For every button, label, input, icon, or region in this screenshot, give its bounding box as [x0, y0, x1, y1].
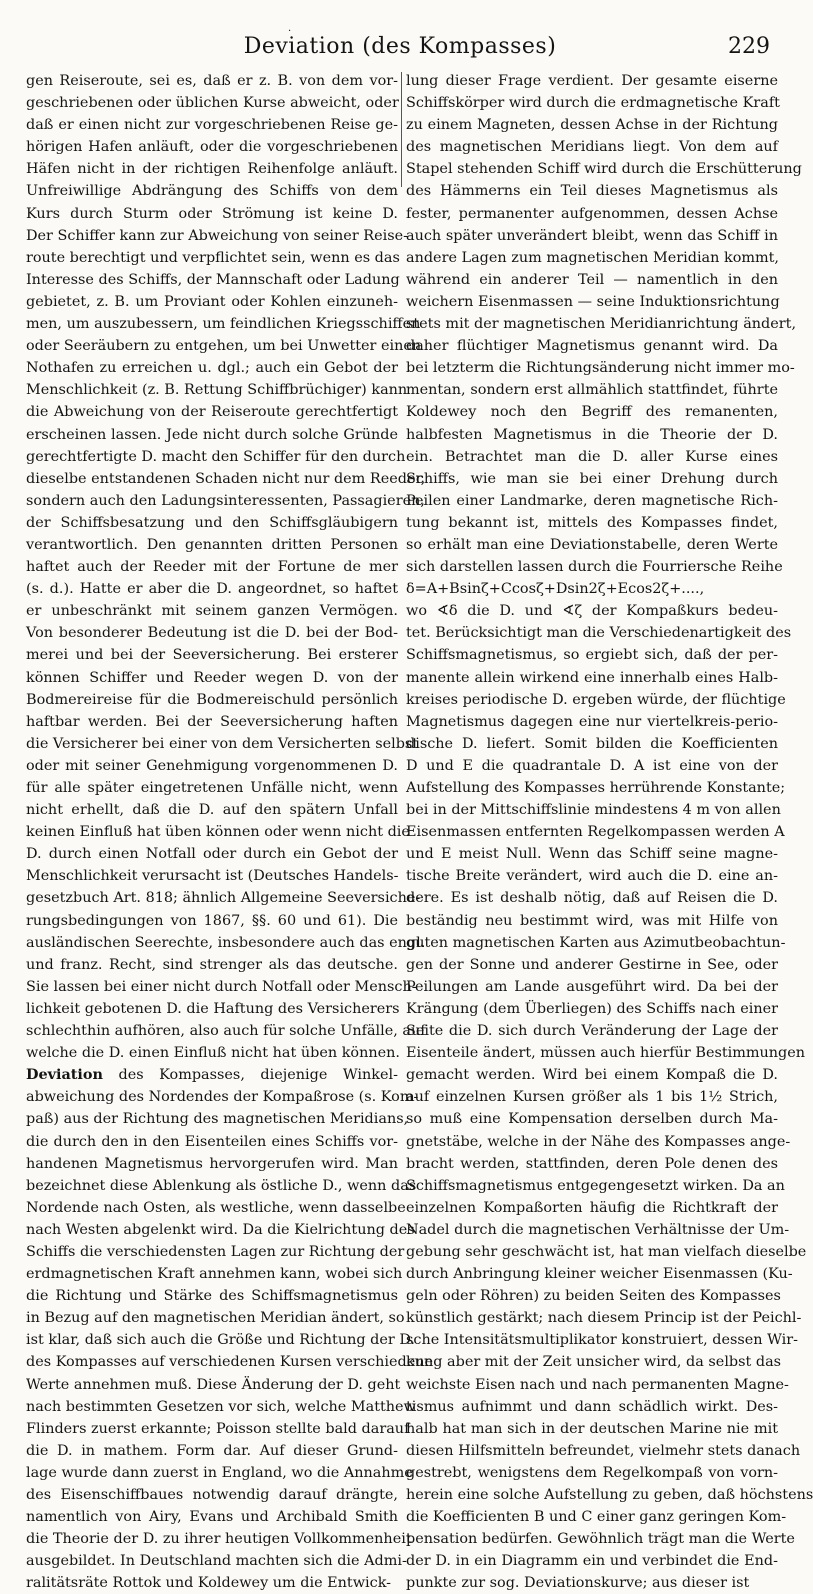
right-column-line: Eisenteile ändert, müssen auch hierfür Bestimmungen	[406, 1045, 806, 1062]
right-column-line: bei letzterm die Richtungsänderung nicht immer mo-	[406, 360, 795, 377]
left-column-line: merei und bei der Seeversicherung. Bei ersterer	[26, 647, 398, 664]
right-column-line: des Hämmerns ein Teil dieses Magnetismus als	[406, 183, 778, 200]
left-column-line: ausgebildet. In Deutschland machten sich die Admi-	[26, 1553, 407, 1570]
right-column-line: Seite die D. sich durch Veränderung der Lage der	[406, 1023, 778, 1040]
page-header	[26, 28, 774, 68]
left-column-line: ralitätsräte Rottok und Koldewey um die Entwick-	[26, 1575, 392, 1592]
left-column-line: haftet auch der Reeder mit der Fortune de mer	[26, 559, 398, 576]
headword: Deviation	[26, 1066, 103, 1084]
left-column-line: der Schiffsbesatzung und den Schiffsgläubigern	[26, 514, 398, 531]
right-column-line: andere Lagen zum magnetischen Meridian kommt,	[406, 249, 780, 266]
left-column-line: nach bestimmten Gesetzen vor sich, welche Matthew	[26, 1398, 416, 1415]
right-column-line: sich darstellen lassen durch die Fourriersche Reihe	[406, 559, 783, 576]
right-column-line: stets mit der magnetischen Meridianrichtung ändert,	[406, 316, 797, 333]
left-column-line: gesetzbuch Art. 818; ähnlich Allgemeine Seeversiche-	[26, 890, 421, 907]
right-column-line: einzelnen Kompaßorten häufig die Richtkraft der	[406, 1199, 778, 1216]
right-column-line: Magnetismus dagegen eine nur viertelkreis-perio-	[406, 713, 778, 730]
left-column	[26, 70, 434, 1592]
left-column-line: ausländischen Seerechte, insbesondere auch das engl.	[26, 934, 426, 951]
right-column-line: Peilen einer Landmarke, deren magnetische Rich-	[406, 492, 778, 509]
left-column-line: Der Schiffer kann zur Abweichung von seiner Reise-	[26, 227, 408, 244]
right-column-line: Peilungen am Lande ausgeführt wird. Da bei der	[406, 978, 778, 995]
right-column-line: auf einzelnen Kursen größer als 1 bis 1½ Strich,	[406, 1089, 778, 1106]
left-column-line: Schiffs die verschiedensten Lagen zur Richtung der	[26, 1243, 405, 1260]
left-column-line: namentlich von Airy, Evans und Archibald Smith	[26, 1509, 398, 1526]
right-column-line: Schiffskörper wird durch die erdmagnetische Kraft	[406, 95, 780, 112]
left-column-line: Nothafen zu erreichen u. dgl.; auch ein Gebot der	[26, 360, 398, 377]
left-column-line: die Theorie der D. zu ihrer heutigen Vollkommenheit	[26, 1531, 412, 1548]
left-column-line: erdmagnetischen Kraft annehmen kann, wobei sich	[26, 1266, 403, 1283]
left-column-line: oder mit seiner Genehmigung vorgenommenen D.	[26, 757, 398, 774]
right-column-line: der D. in ein Diagramm ein und verbindet die End-	[406, 1553, 778, 1570]
right-column-line: herein eine solche Aufstellung zu geben, daß höchstens	[406, 1487, 813, 1503]
left-column-line: keinen Einfluß hat üben können oder wenn nicht die	[26, 824, 410, 841]
right-column-line: fester, permanenter aufgenommen, dessen Achse	[406, 205, 778, 222]
right-column-line: tet. Berücksichtigt man die Verschiedenartigkeit des	[406, 625, 792, 642]
left-column-line: haftbar werden. Bei der Seeversicherung haften	[26, 713, 398, 730]
left-column-line: oder Seeräubern zu entgehen, um bei Unwetter einen	[26, 338, 422, 355]
left-column-line: gerechtfertigte D. macht den Schiffer für den durch	[26, 448, 406, 465]
right-column-line: gemacht werden. Wird bei einem Kompaß die D.	[406, 1067, 778, 1084]
left-column-line: bezeichnet diese Ablenkung als östliche D., wenn das	[26, 1177, 417, 1194]
right-column-line: geln oder Röhren) zu beiden Seiten des Kompasses	[406, 1288, 781, 1305]
right-column-line: D und E die quadrantale D. A ist eine von der	[406, 757, 778, 774]
page-number: 229	[728, 34, 770, 59]
right-column-line: halbfesten Magnetismus in die Theorie der D.	[406, 426, 778, 443]
left-column-line: nicht erhellt, daß die D. auf den spätern Unfall	[26, 802, 398, 819]
right-column-line: pensation bedürfen. Gewöhnlich trägt man die Werte	[406, 1531, 795, 1548]
left-column-line: Menschlichkeit (z. B. Rettung Schiffbrüchiger) kann	[26, 382, 408, 399]
running-title: Deviation (des Kompasses)	[243, 34, 557, 59]
left-column-line: Werte annehmen muß. Diese Änderung der D. geht	[26, 1376, 401, 1393]
right-column-line: dische D. liefert. Somit bilden die Koefficienten	[406, 735, 778, 752]
left-column-line: D. durch einen Notfall oder durch ein Gebot der	[26, 846, 398, 863]
right-column-line: Schiffsmagnetismus entgegengesetzt wirken. Da an	[406, 1177, 785, 1194]
right-column-line: durch Anbringung kleiner weicher Eisenmassen (Ku-	[406, 1266, 793, 1283]
column-divider	[401, 72, 402, 187]
left-column-line: Bodmereireise für die Bodmereischuld persönlich	[26, 691, 398, 708]
left-column-line: die Versicherer bei einer von dem Versicherten selbst	[26, 735, 419, 752]
right-column-line: δ=A+Bsinζ+Ccosζ+Dsin2ζ+Ecos2ζ+....,	[406, 581, 705, 598]
left-column-line: Kurs durch Sturm oder Strömung ist keine D.	[26, 205, 398, 222]
top-mark: ·	[288, 26, 292, 37]
left-column-line: paß) aus der Richtung des magnetischen Meridians,	[26, 1111, 409, 1128]
right-column-line: Stapel stehenden Schiff wird durch die Erschütterung	[406, 161, 802, 178]
left-column-line: lichkeit gebotenen D. die Haftung des Versicherers	[26, 1000, 400, 1017]
left-column-line: Unfreiwillige Abdrängung des Schiffs von dem	[26, 183, 398, 200]
left-column-line: welche die D. einen Einfluß nicht hat üben können.	[26, 1045, 400, 1062]
right-column-line: ein. Betrachtet man die D. aller Kurse eines	[406, 448, 778, 465]
right-column-line: zu einem Magneten, dessen Achse in der Richtung	[406, 117, 778, 134]
right-column-line: bracht werden, stattfinden, deren Pole denen des	[406, 1155, 778, 1172]
right-column-line: guten magnetischen Karten aus Azimutbeobachtun-	[406, 934, 786, 951]
left-column-line: Interesse des Schiffs, der Mannschaft oder Ladung	[26, 271, 400, 288]
right-column-line: gen der Sonne und anderer Gestirne in See, oder	[406, 956, 778, 973]
left-column-line: rungsbedingungen von 1867, §§. 60 und 61). Die	[26, 912, 398, 929]
left-column-line: Flinders zuerst erkannte; Poisson stellte bald darauf	[26, 1420, 410, 1437]
left-column-line: die Abweichung von der Reiseroute gerechtfertigt	[26, 404, 398, 421]
left-column-line: geschriebenen oder üblichen Kurse abweicht, oder	[26, 95, 399, 112]
right-column-line: gnetstäbe, welche in der Nähe des Kompasses ange-	[406, 1133, 791, 1150]
right-column-line: sche Intensitätsmultiplikator konstruiert, dessen Wir-	[406, 1332, 798, 1349]
left-column-line: des Kompasses auf verschiedenen Kursen verschiedene	[26, 1354, 434, 1371]
left-column-line: lage wurde dann zuerst in England, wo die Annahme	[26, 1464, 413, 1481]
left-column-line: (s. d.). Hatte er aber die D. angeordnet, so haftet	[26, 581, 398, 598]
left-column-line: und franz. Recht, sind strenger als das deutsche.	[26, 956, 398, 973]
right-column-line: diesen Hilfsmitteln befreundet, vielmehr stets danach	[406, 1442, 801, 1459]
right-column-line: tische Breite verändert, wird auch die D. eine an-	[406, 868, 778, 885]
right-column-line: Aufstellung des Kompasses herrührende Konstante;	[406, 780, 786, 796]
right-column-line: tismus aufnimmt und dann schädlich wirkt. Des-	[406, 1398, 778, 1415]
left-column-line: Häfen nicht in der richtigen Reihenfolge anläuft.	[26, 161, 398, 178]
text-columns	[26, 70, 813, 1592]
left-column-line: des Eisenschiffbaues notwendig darauf drängte,	[26, 1487, 398, 1503]
right-column-line: gestrebt, wenigstens dem Regelkompaß von vorn-	[406, 1464, 778, 1481]
right-column-line: und E meist Null. Wenn das Schiff seine magne-	[406, 846, 778, 863]
left-column-line: handenen Magnetismus hervorgerufen wird. Man	[26, 1155, 398, 1172]
left-column-line: er unbeschränkt mit seinem ganzen Vermögen.	[26, 603, 398, 620]
right-column-line: Koldewey noch den Begriff des remanenten,	[406, 404, 778, 421]
right-column-line: Eisenmassen entfernten Regelkompassen werden A	[406, 824, 785, 841]
left-column-line: die Richtung und Stärke des Schiffsmagnetismus	[26, 1288, 398, 1305]
right-column-line: auch später unverändert bleibt, wenn das Schiff in	[406, 227, 778, 244]
left-column-line: Von besonderer Bedeutung ist die D. bei der Bod-	[26, 625, 398, 642]
right-column-line: lung dieser Frage verdient. Der gesamte eiserne	[406, 73, 778, 89]
right-column-line: weichste Eisen nach und nach permanenten Magne-	[406, 1376, 789, 1393]
left-column-line: abweichung des Nordendes der Kompaßrose (s. Kom-	[26, 1089, 419, 1106]
right-column-line: halb hat man sich in der deutschen Marine nie mit	[406, 1420, 778, 1437]
left-column-line: die D. in mathem. Form dar. Auf dieser Grund-	[26, 1442, 398, 1459]
left-column-line: hörigen Hafen anläuft, oder die vorgeschriebenen	[26, 139, 398, 156]
left-column-line: men, um auszubessern, um feindlichen Kriegsschiffen	[26, 316, 421, 333]
right-column-line: weichern Eisenmassen — seine Induktionsrichtung	[406, 293, 780, 310]
right-column-line: Schiffsmagnetismus, so ergiebt sich, daß der per-	[406, 647, 778, 664]
left-column-line: Sie lassen bei einer nicht durch Notfall oder Mensch-	[26, 978, 417, 995]
left-column-line: verantwortlich. Den genannten dritten Personen	[26, 536, 398, 553]
right-column-line: des magnetischen Meridians liegt. Von dem auf	[406, 139, 778, 156]
right-column-line: Nadel durch die magnetischen Verhältnisse der Um-	[406, 1221, 790, 1238]
right-column-line: mentan, sondern erst allmählich stattfindet, führte	[406, 382, 778, 399]
right-column-line: punkte zur sog. Deviationskurve; aus dieser ist	[406, 1575, 750, 1592]
right-column-line: dere. Es ist deshalb nötig, daß auf Reisen die D.	[406, 890, 778, 907]
right-column-line: die Koefficienten B und C einer ganz geringen Kom-	[406, 1509, 787, 1526]
right-column-line: daher flüchtiger Magnetismus genannt wird. Da	[406, 338, 778, 355]
left-column-line: Nordende nach Osten, als westliche, wenn dasselbe	[26, 1199, 406, 1216]
right-column-line: künstlich gestärkt; nach diesem Princip ist der Peichl-	[406, 1310, 802, 1327]
right-column-line: so erhält man eine Deviationstabelle, deren Werte	[406, 536, 778, 553]
left-column-line: schlechthin aufhören, also auch für solche Unfälle, auf	[26, 1023, 426, 1040]
right-column-line: während ein anderer Teil — namentlich in den	[406, 271, 778, 288]
right-column-line: kreises periodische D. ergeben würde, der flüchtige	[406, 691, 786, 708]
right-column	[406, 70, 813, 1592]
left-column-line: in Bezug auf den magnetischen Meridian ändert, so	[26, 1310, 405, 1327]
left-column-line: daß er einen nicht zur vorgeschriebenen Reise ge-	[26, 117, 398, 134]
left-column-line: Deviation des Kompasses, diejenige Winkel-	[26, 1066, 398, 1084]
left-column-line: können Schiffer und Reeder wegen D. von der	[26, 669, 398, 686]
right-column-line: beständig neu bestimmt wird, was mit Hilfe von	[406, 912, 778, 929]
left-column-line: sondern auch den Ladungsinteressenten, Passagieren,	[26, 492, 425, 509]
right-column-line: wo ∢δ die D. und ∢ζ der Kompaßkurs bedeu-	[406, 603, 778, 620]
left-column-line: gebietet, z. B. um Proviant oder Kohlen einzuneh-	[26, 293, 398, 310]
right-column-line: kung aber mit der Zeit unsicher wird, da selbst das	[406, 1354, 782, 1371]
right-column-line: Krängung (dem Überliegen) des Schiffs nach einer	[406, 1000, 778, 1017]
right-column-line: manente allein wirkend eine innerhalb eines Halb-	[406, 669, 778, 686]
left-column-line: erscheinen lassen. Jede nicht durch solche Gründe	[26, 426, 398, 443]
left-column-line: dieselbe entstandenen Schaden nicht nur dem Reeder,	[26, 470, 426, 487]
right-column-line: gebung sehr geschwächt ist, hat man vielfach dieselbe	[406, 1243, 807, 1260]
left-column-line: route berechtigt und verpflichtet sein, wenn es das	[26, 249, 400, 266]
left-column-line: nach Westen abgelenkt wird. Da die Kielrichtung des	[26, 1221, 415, 1238]
left-column-line: ist klar, daß sich auch die Größe und Richtung der D.	[26, 1332, 415, 1349]
left-column-line: Menschlichkeit verursacht ist (Deutsches Handels-	[26, 868, 399, 885]
left-column-line: für alle später eingetretenen Unfälle nicht, wenn	[26, 780, 398, 796]
right-column-line: Schiffs, wie man sie bei einer Drehung durch	[406, 470, 778, 487]
right-column-line: bei in der Mittschiffslinie mindestens 4 m von allen	[406, 802, 781, 819]
right-column-line: so muß eine Kompensation derselben durch Ma-	[406, 1111, 778, 1128]
right-column-line: tung bekannt ist, mittels des Kompasses findet,	[406, 514, 778, 531]
left-column-line: die durch den in den Eisenteilen eines Schiffs vor-	[26, 1133, 398, 1150]
left-column-line: gen Reiseroute, sei es, daß er z. B. von dem vor-	[26, 73, 398, 89]
